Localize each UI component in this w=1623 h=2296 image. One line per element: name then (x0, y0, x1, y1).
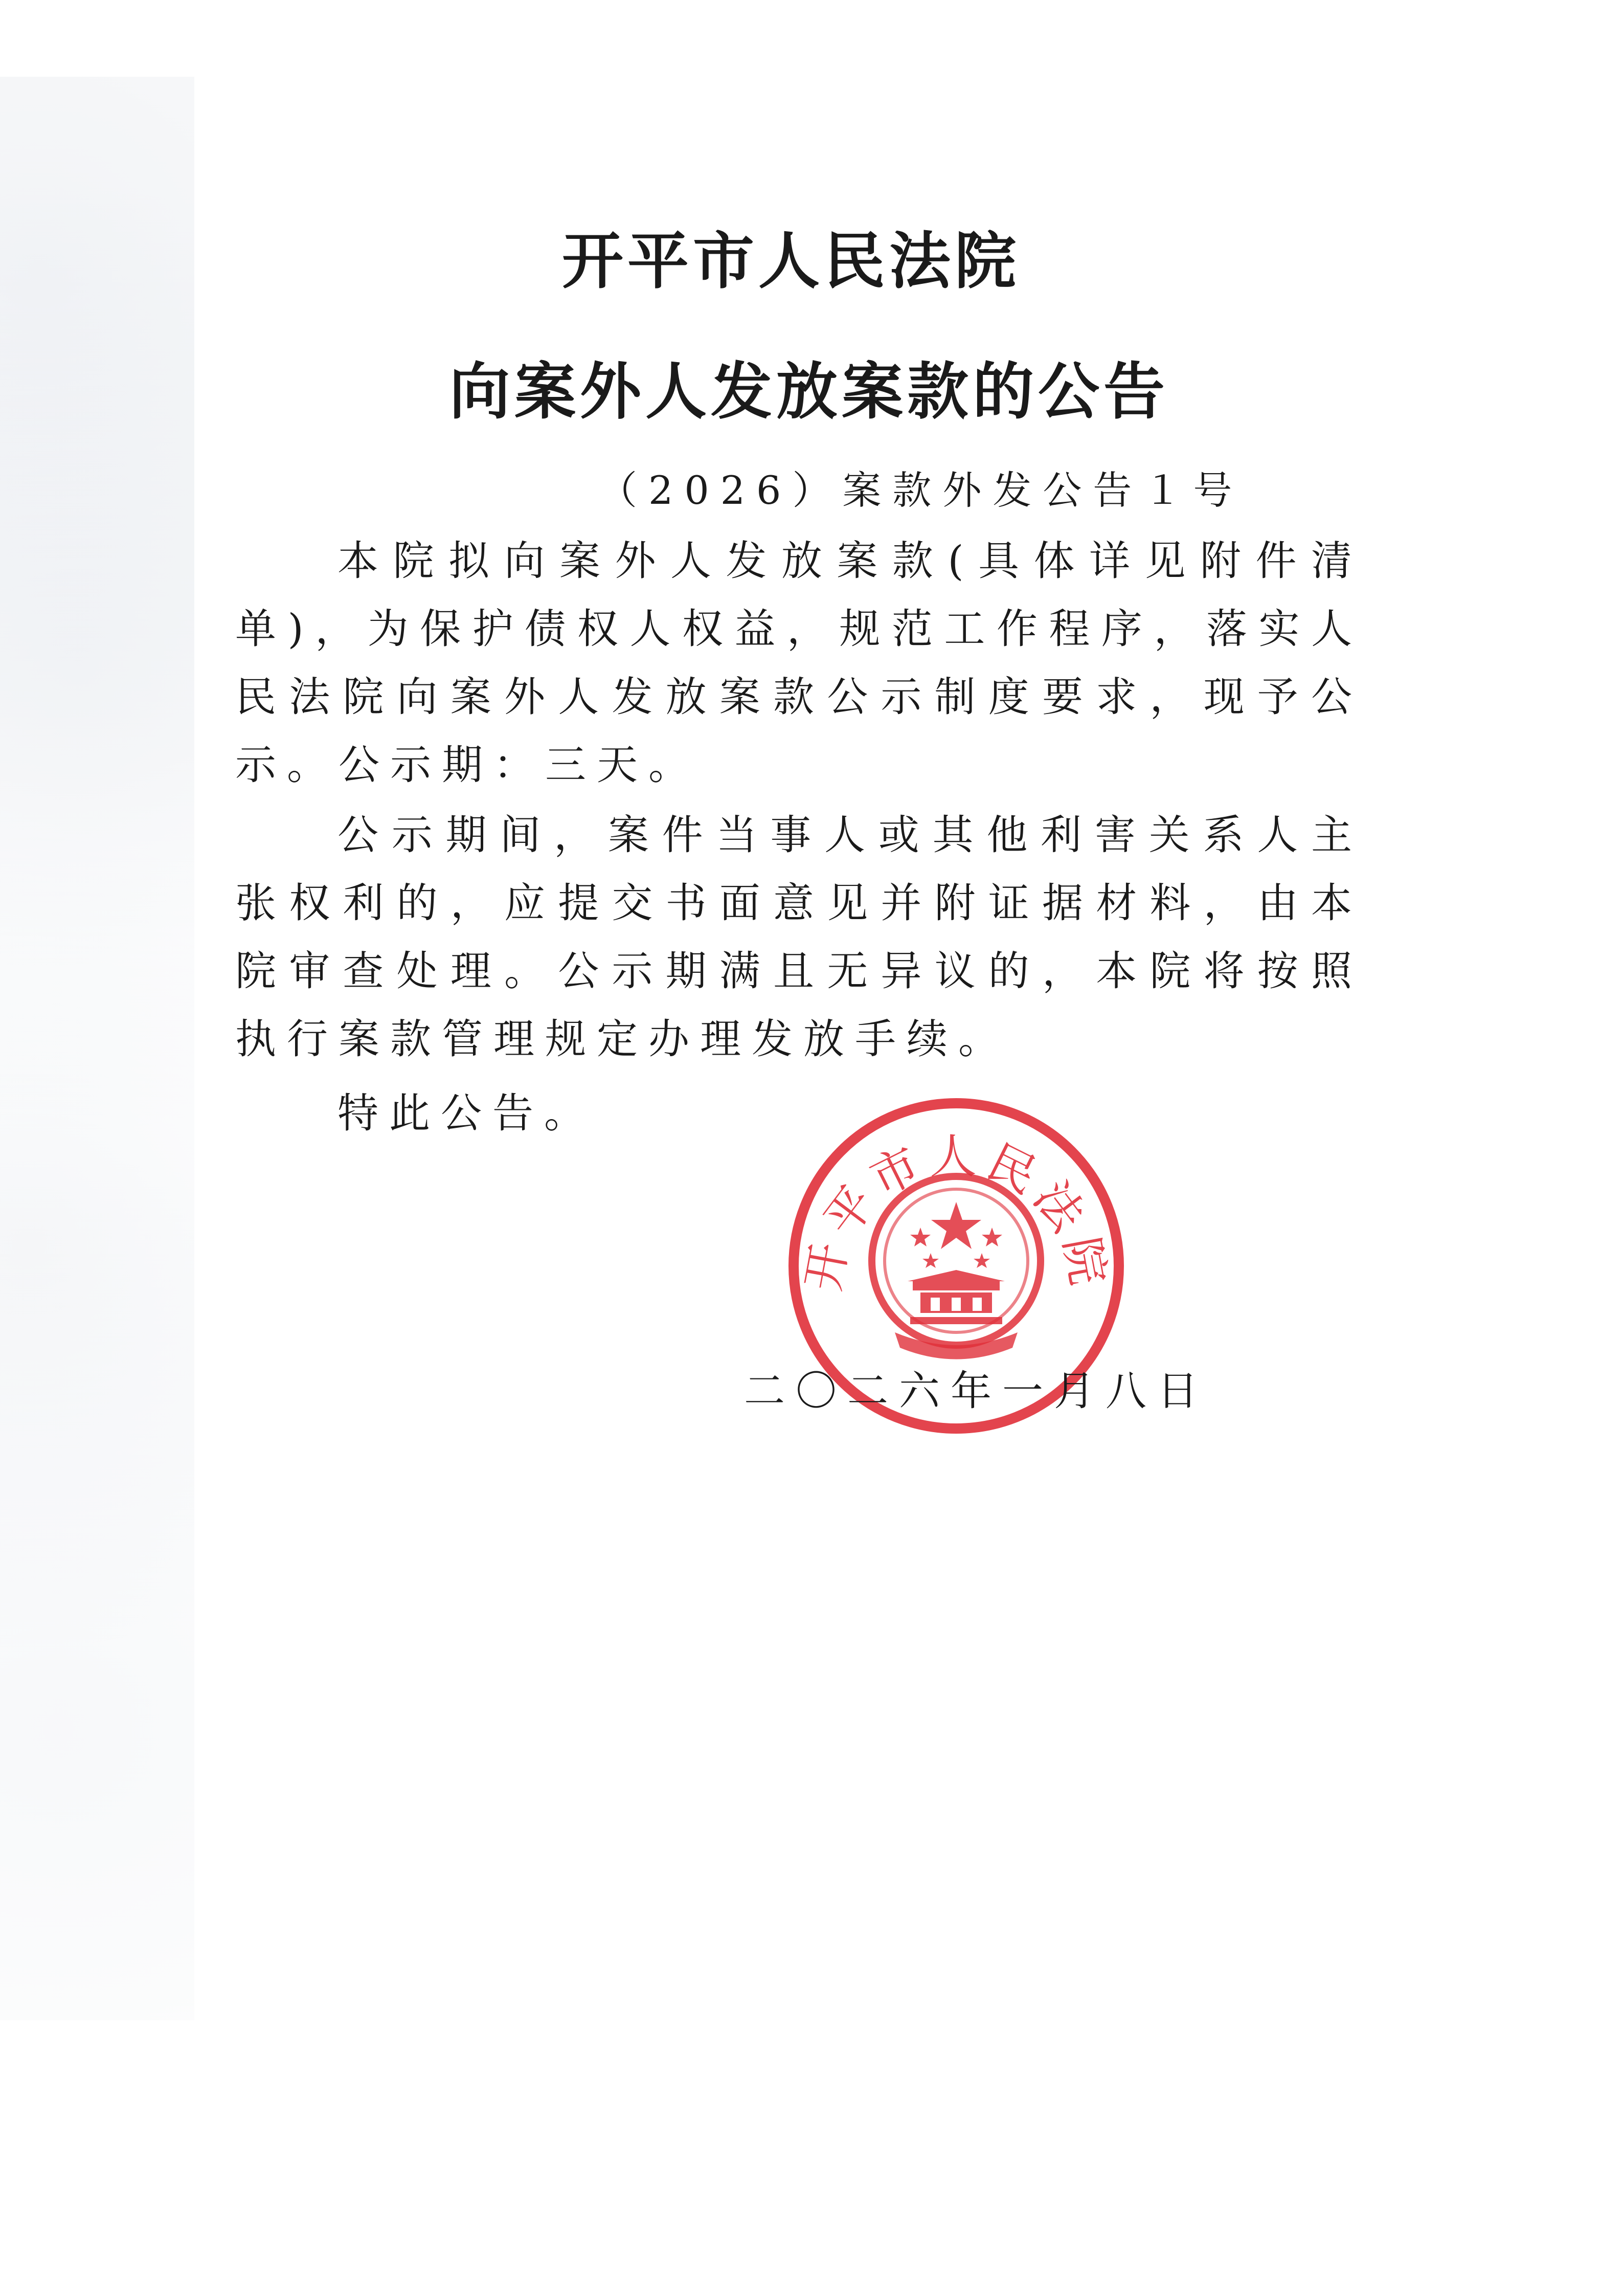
document-number: （2026）案款外发公告１号 (598, 467, 1244, 513)
seal-text: 开平市人民法院 (795, 1129, 1117, 1296)
court-title: 开平市人民法院 (562, 226, 1020, 297)
issue-date: 二〇二六年一月八日 (744, 1367, 1209, 1415)
closing-statement: 特此公告。 (337, 1089, 596, 1137)
paragraph-2: 公示期间，案件当事人或其他利害关系人主张权利的，应提交书面意见并附证据材料，由本院审查处理。公示期满且无异议的，本院将按照执行案款管理规定办理发放手续。 (235, 811, 1363, 1063)
notice-title: 向案外人发放案款的公告 (449, 356, 1169, 428)
paragraph-1: 本院拟向案外人发放案款(具体详见附件清单)，为保护债权人权益，规范工作程序，落实人民法院向案外人发放案款公示制度要求，现予公示。公示期：三天。 (235, 537, 1363, 789)
